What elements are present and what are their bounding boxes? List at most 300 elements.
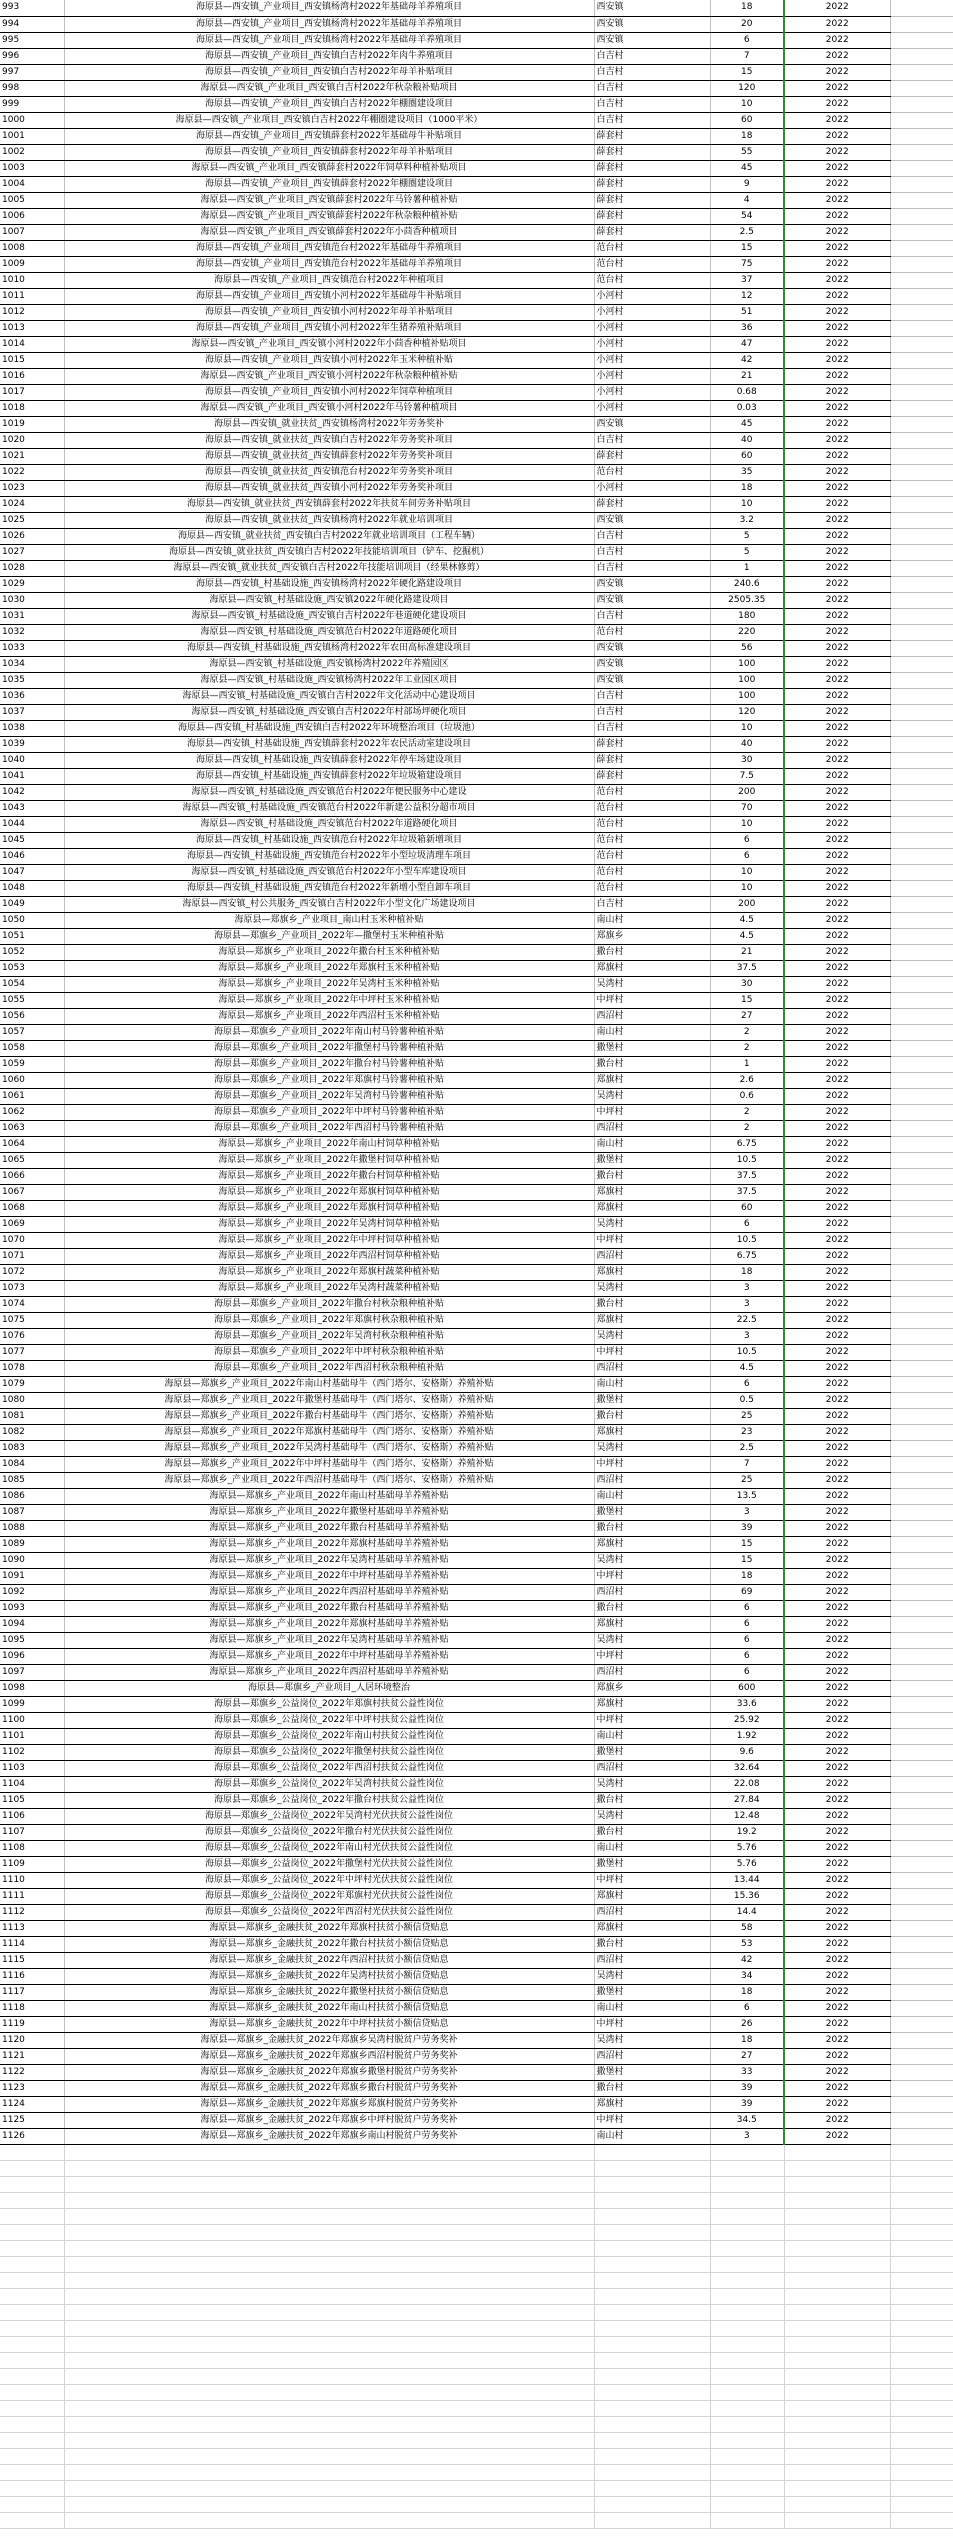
project-name-cell[interactable]: 海原县—郑旗乡_金融扶贫_2022年郑旗村扶贫小额信贷贴息 (64, 1920, 594, 1936)
project-name-cell[interactable]: 海原县—郑旗乡_产业项目_2022年郑旗村饲草种植补贴 (64, 1184, 594, 1200)
village-cell[interactable]: 西安镇 (594, 656, 710, 672)
amount-cell[interactable]: 18 (710, 2032, 784, 2048)
amount-cell[interactable]: 58 (710, 1920, 784, 1936)
empty-cell[interactable] (890, 2256, 953, 2272)
year-cell[interactable]: 2022 (784, 64, 890, 80)
empty-cell[interactable] (64, 2512, 594, 2528)
empty-cell[interactable] (890, 1520, 953, 1536)
empty-cell[interactable] (890, 640, 953, 656)
project-name-cell[interactable]: 海原县—西安镇_村基础设施_西安镇白吉村2022年村部场坪硬化项目 (64, 704, 594, 720)
village-cell[interactable]: 范台村 (594, 880, 710, 896)
amount-cell[interactable]: 60 (710, 448, 784, 464)
row-number-cell[interactable]: 1028 (0, 560, 64, 576)
row-number-cell[interactable]: 1035 (0, 672, 64, 688)
empty-cell[interactable] (890, 896, 953, 912)
amount-cell[interactable]: 6 (710, 1216, 784, 1232)
empty-cell[interactable] (890, 768, 953, 784)
row-number-cell[interactable]: 1121 (0, 2048, 64, 2064)
empty-cell[interactable] (890, 1680, 953, 1696)
empty-cell[interactable] (890, 1136, 953, 1152)
empty-cell[interactable] (890, 176, 953, 192)
year-cell[interactable]: 2022 (784, 528, 890, 544)
empty-cell[interactable] (0, 2160, 64, 2176)
empty-cell[interactable] (890, 2400, 953, 2416)
year-cell[interactable]: 2022 (784, 320, 890, 336)
empty-cell[interactable] (890, 1824, 953, 1840)
empty-cell[interactable] (890, 976, 953, 992)
empty-cell[interactable] (0, 2512, 64, 2528)
empty-cell[interactable] (64, 2224, 594, 2240)
year-cell[interactable]: 2022 (784, 1456, 890, 1472)
amount-cell[interactable]: 23 (710, 1424, 784, 1440)
amount-cell[interactable]: 75 (710, 256, 784, 272)
row-number-cell[interactable]: 1019 (0, 416, 64, 432)
amount-cell[interactable]: 35 (710, 464, 784, 480)
amount-cell[interactable]: 37 (710, 272, 784, 288)
amount-cell[interactable]: 39 (710, 1520, 784, 1536)
amount-cell[interactable]: 10 (710, 864, 784, 880)
empty-cell[interactable] (890, 2128, 953, 2144)
empty-cell[interactable] (784, 2416, 890, 2432)
empty-cell[interactable] (890, 576, 953, 592)
empty-cell[interactable] (890, 2000, 953, 2016)
year-cell[interactable]: 2022 (784, 288, 890, 304)
row-number-cell[interactable]: 1087 (0, 1504, 64, 1520)
project-name-cell[interactable]: 海原县—西安镇_产业项目_西安镇薛套村2022年饲草料种植补贴项目 (64, 160, 594, 176)
empty-cell[interactable] (64, 2288, 594, 2304)
project-name-cell[interactable]: 海原县—西安镇_产业项目_西安镇杨湾村2022年基础母羊养殖项目 (64, 0, 594, 16)
amount-cell[interactable]: 15.36 (710, 1888, 784, 1904)
row-number-cell[interactable]: 1032 (0, 624, 64, 640)
project-name-cell[interactable]: 海原县—郑旗乡_公益岗位_2022年中坪村光伏扶贫公益性岗位 (64, 1872, 594, 1888)
empty-cell[interactable] (890, 1312, 953, 1328)
village-cell[interactable]: 南山村 (594, 1728, 710, 1744)
empty-cell[interactable] (890, 1200, 953, 1216)
empty-cell[interactable] (0, 2304, 64, 2320)
project-name-cell[interactable]: 海原县—郑旗乡_产业项目_2022年南山村基础母羊养殖补贴 (64, 1488, 594, 1504)
amount-cell[interactable]: 60 (710, 112, 784, 128)
empty-cell[interactable] (710, 2464, 784, 2480)
empty-cell[interactable] (890, 1952, 953, 1968)
year-cell[interactable]: 2022 (784, 1440, 890, 1456)
row-number-cell[interactable]: 1099 (0, 1696, 64, 1712)
project-name-cell[interactable]: 海原县—郑旗乡_产业项目_2022年撒台村饲草种植补贴 (64, 1168, 594, 1184)
row-number-cell[interactable]: 1089 (0, 1536, 64, 1552)
village-cell[interactable]: 吴湾村 (594, 1088, 710, 1104)
empty-cell[interactable] (890, 2512, 953, 2528)
village-cell[interactable]: 吴湾村 (594, 1280, 710, 1296)
empty-cell[interactable] (890, 1456, 953, 1472)
year-cell[interactable]: 2022 (784, 1152, 890, 1168)
empty-cell[interactable] (710, 2336, 784, 2352)
project-name-cell[interactable]: 海原县—西安镇_产业项目_西安镇薛套村2022年母羊补贴项目 (64, 144, 594, 160)
empty-cell[interactable] (710, 2208, 784, 2224)
village-cell[interactable]: 薛套村 (594, 736, 710, 752)
empty-cell[interactable] (890, 192, 953, 208)
project-name-cell[interactable]: 海原县—郑旗乡_产业项目_2022年撒堡村饲草种植补贴 (64, 1152, 594, 1168)
village-cell[interactable]: 小河村 (594, 336, 710, 352)
village-cell[interactable]: 撒台村 (594, 944, 710, 960)
empty-cell[interactable] (890, 512, 953, 528)
row-number-cell[interactable]: 1000 (0, 112, 64, 128)
empty-cell[interactable] (890, 1920, 953, 1936)
empty-cell[interactable] (890, 1968, 953, 1984)
row-number-cell[interactable]: 1109 (0, 1856, 64, 1872)
amount-cell[interactable]: 30 (710, 752, 784, 768)
row-number-cell[interactable]: 1061 (0, 1088, 64, 1104)
year-cell[interactable]: 2022 (784, 208, 890, 224)
project-name-cell[interactable]: 海原县—郑旗乡_产业项目_2022年吴湾村秋杂粮种植补贴 (64, 1328, 594, 1344)
row-number-cell[interactable]: 1011 (0, 288, 64, 304)
amount-cell[interactable]: 54 (710, 208, 784, 224)
village-cell[interactable]: 范台村 (594, 848, 710, 864)
empty-cell[interactable] (890, 480, 953, 496)
empty-cell[interactable] (594, 2288, 710, 2304)
empty-cell[interactable] (890, 1040, 953, 1056)
empty-cell[interactable] (890, 784, 953, 800)
village-cell[interactable]: 中坪村 (594, 1232, 710, 1248)
empty-cell[interactable] (890, 1328, 953, 1344)
amount-cell[interactable]: 6 (710, 1648, 784, 1664)
row-number-cell[interactable]: 1045 (0, 832, 64, 848)
empty-cell[interactable] (890, 832, 953, 848)
year-cell[interactable]: 2022 (784, 656, 890, 672)
village-cell[interactable]: 中坪村 (594, 1568, 710, 1584)
row-number-cell[interactable]: 1106 (0, 1808, 64, 1824)
empty-cell[interactable] (890, 1152, 953, 1168)
amount-cell[interactable]: 36 (710, 320, 784, 336)
empty-cell[interactable] (710, 2320, 784, 2336)
amount-cell[interactable]: 10 (710, 816, 784, 832)
year-cell[interactable]: 2022 (784, 1184, 890, 1200)
empty-cell[interactable] (890, 1488, 953, 1504)
year-cell[interactable]: 2022 (784, 1648, 890, 1664)
village-cell[interactable]: 吴湾村 (594, 1440, 710, 1456)
village-cell[interactable]: 郑旗村 (594, 1920, 710, 1936)
project-name-cell[interactable]: 海原县—西安镇_就业扶贫_西安镇白吉村2022年就业培训项目（工程车辆） (64, 528, 594, 544)
empty-cell[interactable] (890, 1024, 953, 1040)
village-cell[interactable]: 撒堡村 (594, 1152, 710, 1168)
row-number-cell[interactable]: 1052 (0, 944, 64, 960)
project-name-cell[interactable]: 海原县—西安镇_产业项目_西安镇薛套村2022年棚圈建设项目 (64, 176, 594, 192)
year-cell[interactable]: 2022 (784, 1040, 890, 1056)
empty-cell[interactable] (64, 2176, 594, 2192)
village-cell[interactable]: 白吉村 (594, 64, 710, 80)
village-cell[interactable]: 撒台村 (594, 1296, 710, 1312)
village-cell[interactable]: 西沼村 (594, 1760, 710, 1776)
project-name-cell[interactable]: 海原县—西安镇_产业项目_西安镇杨湾村2022年基础母羊养殖项目 (64, 32, 594, 48)
year-cell[interactable]: 2022 (784, 400, 890, 416)
village-cell[interactable]: 郑旗村 (594, 1696, 710, 1712)
row-number-cell[interactable]: 1010 (0, 272, 64, 288)
village-cell[interactable]: 中坪村 (594, 1104, 710, 1120)
empty-cell[interactable] (890, 1296, 953, 1312)
empty-cell[interactable] (890, 1664, 953, 1680)
project-name-cell[interactable]: 海原县—郑旗乡_产业项目_2022年中坪村饲草种植补贴 (64, 1232, 594, 1248)
project-name-cell[interactable]: 海原县—郑旗乡_产业项目_2022年郑旗村蔬菜种植补贴 (64, 1264, 594, 1280)
year-cell[interactable]: 2022 (784, 1968, 890, 1984)
empty-cell[interactable] (890, 1936, 953, 1952)
empty-cell[interactable] (0, 2256, 64, 2272)
village-cell[interactable]: 白吉村 (594, 608, 710, 624)
village-cell[interactable]: 范台村 (594, 464, 710, 480)
empty-cell[interactable] (594, 2432, 710, 2448)
empty-cell[interactable] (890, 80, 953, 96)
project-name-cell[interactable]: 海原县—郑旗乡_产业项目_2022年吴湾村基础母羊养殖补贴 (64, 1632, 594, 1648)
project-name-cell[interactable]: 海原县—郑旗乡_金融扶贫_2022年郑旗乡撒堡村脱贫户劳务奖补 (64, 2064, 594, 2080)
village-cell[interactable]: 小河村 (594, 320, 710, 336)
year-cell[interactable]: 2022 (784, 1552, 890, 1568)
amount-cell[interactable]: 2 (710, 1120, 784, 1136)
year-cell[interactable]: 2022 (784, 1520, 890, 1536)
year-cell[interactable]: 2022 (784, 1088, 890, 1104)
project-name-cell[interactable]: 海原县—郑旗乡_产业项目_2022年撒台村秋杂粮种植补贴 (64, 1296, 594, 1312)
row-number-cell[interactable]: 1094 (0, 1616, 64, 1632)
amount-cell[interactable]: 10 (710, 880, 784, 896)
empty-cell[interactable] (594, 2256, 710, 2272)
amount-cell[interactable]: 600 (710, 1680, 784, 1696)
empty-cell[interactable] (784, 2448, 890, 2464)
amount-cell[interactable]: 100 (710, 656, 784, 672)
row-number-cell[interactable]: 1059 (0, 1056, 64, 1072)
project-name-cell[interactable]: 海原县—郑旗乡_产业项目_2022年西沼村基础母羊养殖补贴 (64, 1584, 594, 1600)
project-name-cell[interactable]: 海原县—郑旗乡_公益岗位_2022年西沼村扶贫公益性岗位 (64, 1760, 594, 1776)
empty-cell[interactable] (784, 2176, 890, 2192)
empty-cell[interactable] (890, 672, 953, 688)
empty-cell[interactable] (890, 992, 953, 1008)
empty-cell[interactable] (890, 1856, 953, 1872)
village-cell[interactable]: 西安镇 (594, 512, 710, 528)
amount-cell[interactable]: 6 (710, 1616, 784, 1632)
project-name-cell[interactable]: 海原县—郑旗乡_产业项目_2022年郑旗村饲草种植补贴 (64, 1200, 594, 1216)
empty-cell[interactable] (64, 2256, 594, 2272)
village-cell[interactable]: 白吉村 (594, 80, 710, 96)
village-cell[interactable]: 薛套村 (594, 448, 710, 464)
empty-cell[interactable] (594, 2224, 710, 2240)
year-cell[interactable]: 2022 (784, 608, 890, 624)
village-cell[interactable]: 白吉村 (594, 704, 710, 720)
project-name-cell[interactable]: 海原县—西安镇_产业项目_西安镇杨湾村2022年基础母羊养殖项目 (64, 16, 594, 32)
empty-cell[interactable] (890, 320, 953, 336)
row-number-cell[interactable]: 1003 (0, 160, 64, 176)
row-number-cell[interactable]: 1113 (0, 1920, 64, 1936)
row-number-cell[interactable]: 1015 (0, 352, 64, 368)
empty-cell[interactable] (784, 2496, 890, 2512)
amount-cell[interactable]: 42 (710, 352, 784, 368)
amount-cell[interactable]: 26 (710, 2016, 784, 2032)
village-cell[interactable]: 薛套村 (594, 192, 710, 208)
village-cell[interactable]: 小河村 (594, 480, 710, 496)
amount-cell[interactable]: 2.6 (710, 1072, 784, 1088)
amount-cell[interactable]: 37.5 (710, 1184, 784, 1200)
empty-cell[interactable] (64, 2416, 594, 2432)
row-number-cell[interactable]: 1098 (0, 1680, 64, 1696)
year-cell[interactable]: 2022 (784, 1632, 890, 1648)
year-cell[interactable]: 2022 (784, 1856, 890, 1872)
project-name-cell[interactable]: 海原县—郑旗乡_产业项目_2022年西沼村基础母羊养殖补贴 (64, 1664, 594, 1680)
empty-cell[interactable] (890, 2368, 953, 2384)
year-cell[interactable]: 2022 (784, 912, 890, 928)
empty-cell[interactable] (710, 2512, 784, 2528)
empty-cell[interactable] (0, 2416, 64, 2432)
empty-cell[interactable] (890, 2192, 953, 2208)
year-cell[interactable]: 2022 (784, 368, 890, 384)
row-number-cell[interactable]: 1096 (0, 1648, 64, 1664)
project-name-cell[interactable]: 海原县—郑旗乡_金融扶贫_2022年南山村扶贫小额信贷贴息 (64, 2000, 594, 2016)
row-number-cell[interactable]: 1095 (0, 1632, 64, 1648)
project-name-cell[interactable]: 海原县—西安镇_产业项目_西安镇范台村2022年基础母牛养殖项目 (64, 240, 594, 256)
project-name-cell[interactable]: 海原县—郑旗乡_产业项目_2022年南山村饲草种植补贴 (64, 1136, 594, 1152)
row-number-cell[interactable]: 1037 (0, 704, 64, 720)
empty-cell[interactable] (890, 704, 953, 720)
project-name-cell[interactable]: 海原县—郑旗乡_金融扶贫_2022年郑旗乡吴湾村脱贫户劳务奖补 (64, 2032, 594, 2048)
row-number-cell[interactable]: 994 (0, 16, 64, 32)
village-cell[interactable]: 郑旗村 (594, 960, 710, 976)
empty-cell[interactable] (890, 752, 953, 768)
project-name-cell[interactable]: 海原县—西安镇_村基础设施_西安镇范台村2022年小型车库建设项目 (64, 864, 594, 880)
row-number-cell[interactable]: 1084 (0, 1456, 64, 1472)
project-name-cell[interactable]: 海原县—西安镇_产业项目_西安镇小河村2022年基础母牛补贴项目 (64, 288, 594, 304)
project-name-cell[interactable]: 海原县—郑旗乡_产业项目_2022年撒台村玉米种植补贴 (64, 944, 594, 960)
empty-cell[interactable] (890, 1616, 953, 1632)
village-cell[interactable]: 吴湾村 (594, 1808, 710, 1824)
project-name-cell[interactable]: 海原县—郑旗乡_公益岗位_2022年吴湾村光伏扶贫公益性岗位 (64, 1808, 594, 1824)
empty-cell[interactable] (890, 2448, 953, 2464)
year-cell[interactable]: 2022 (784, 1136, 890, 1152)
empty-cell[interactable] (890, 1584, 953, 1600)
year-cell[interactable]: 2022 (784, 1744, 890, 1760)
row-number-cell[interactable]: 1117 (0, 1984, 64, 2000)
amount-cell[interactable]: 18 (710, 128, 784, 144)
year-cell[interactable]: 2022 (784, 1696, 890, 1712)
empty-cell[interactable] (890, 2144, 953, 2160)
village-cell[interactable]: 郑旗村 (594, 1200, 710, 1216)
row-number-cell[interactable]: 1031 (0, 608, 64, 624)
project-name-cell[interactable]: 海原县—西安镇_产业项目_西安镇小河村2022年生猪养殖补贴项目 (64, 320, 594, 336)
amount-cell[interactable]: 70 (710, 800, 784, 816)
empty-cell[interactable] (890, 2016, 953, 2032)
amount-cell[interactable]: 6 (710, 832, 784, 848)
row-number-cell[interactable]: 1022 (0, 464, 64, 480)
row-number-cell[interactable]: 1112 (0, 1904, 64, 1920)
row-number-cell[interactable]: 1012 (0, 304, 64, 320)
empty-cell[interactable] (890, 848, 953, 864)
project-name-cell[interactable]: 海原县—郑旗乡_产业项目_2022年中坪村秋杂粮种植补贴 (64, 1344, 594, 1360)
project-name-cell[interactable]: 海原县—郑旗乡_产业项目_2022年南山村马铃薯种植补贴 (64, 1024, 594, 1040)
year-cell[interactable]: 2022 (784, 1952, 890, 1968)
project-name-cell[interactable]: 海原县—郑旗乡_金融扶贫_2022年西沼村扶贫小额信贷贴息 (64, 1952, 594, 1968)
village-cell[interactable]: 吴湾村 (594, 1968, 710, 1984)
year-cell[interactable]: 2022 (784, 768, 890, 784)
project-name-cell[interactable]: 海原县—西安镇_产业项目_西安镇小河村2022年秋杂粮种植补贴 (64, 368, 594, 384)
year-cell[interactable]: 2022 (784, 1344, 890, 1360)
empty-cell[interactable] (64, 2448, 594, 2464)
year-cell[interactable]: 2022 (784, 448, 890, 464)
amount-cell[interactable]: 45 (710, 160, 784, 176)
village-cell[interactable]: 西沼村 (594, 1248, 710, 1264)
village-cell[interactable]: 薛套村 (594, 752, 710, 768)
row-number-cell[interactable]: 1073 (0, 1280, 64, 1296)
empty-cell[interactable] (890, 272, 953, 288)
empty-cell[interactable] (890, 384, 953, 400)
amount-cell[interactable]: 3 (710, 2128, 784, 2144)
row-number-cell[interactable]: 1067 (0, 1184, 64, 1200)
year-cell[interactable]: 2022 (784, 1824, 890, 1840)
year-cell[interactable]: 2022 (784, 1312, 890, 1328)
empty-cell[interactable] (784, 2288, 890, 2304)
row-number-cell[interactable]: 1068 (0, 1200, 64, 1216)
project-name-cell[interactable]: 海原县—西安镇_产业项目_西安镇范台村2022年种植项目 (64, 272, 594, 288)
empty-cell[interactable] (890, 2336, 953, 2352)
year-cell[interactable]: 2022 (784, 2128, 890, 2144)
year-cell[interactable]: 2022 (784, 944, 890, 960)
village-cell[interactable]: 西安镇 (594, 0, 710, 16)
year-cell[interactable]: 2022 (784, 1008, 890, 1024)
row-number-cell[interactable]: 1034 (0, 656, 64, 672)
amount-cell[interactable]: 3 (710, 1504, 784, 1520)
amount-cell[interactable]: 10 (710, 496, 784, 512)
village-cell[interactable]: 西安镇 (594, 416, 710, 432)
village-cell[interactable]: 吴湾村 (594, 2032, 710, 2048)
year-cell[interactable]: 2022 (784, 256, 890, 272)
amount-cell[interactable]: 15 (710, 240, 784, 256)
empty-cell[interactable] (890, 48, 953, 64)
row-number-cell[interactable]: 996 (0, 48, 64, 64)
empty-cell[interactable] (0, 2336, 64, 2352)
empty-cell[interactable] (890, 400, 953, 416)
project-name-cell[interactable]: 海原县—西安镇_产业项目_西安镇白吉村2022年母羊补贴项目 (64, 64, 594, 80)
village-cell[interactable]: 中坪村 (594, 992, 710, 1008)
project-name-cell[interactable]: 海原县—郑旗乡_产业项目_2022年郑旗村玉米种植补贴 (64, 960, 594, 976)
year-cell[interactable]: 2022 (784, 1072, 890, 1088)
empty-cell[interactable] (890, 912, 953, 928)
year-cell[interactable]: 2022 (784, 992, 890, 1008)
empty-cell[interactable] (0, 2208, 64, 2224)
empty-cell[interactable] (890, 1168, 953, 1184)
empty-cell[interactable] (890, 592, 953, 608)
amount-cell[interactable]: 30 (710, 976, 784, 992)
empty-cell[interactable] (594, 2480, 710, 2496)
row-number-cell[interactable]: 1092 (0, 1584, 64, 1600)
empty-cell[interactable] (890, 1120, 953, 1136)
row-number-cell[interactable]: 1122 (0, 2064, 64, 2080)
empty-cell[interactable] (594, 2416, 710, 2432)
year-cell[interactable]: 2022 (784, 1216, 890, 1232)
village-cell[interactable]: 郑旗村 (594, 1184, 710, 1200)
row-number-cell[interactable]: 1041 (0, 768, 64, 784)
empty-cell[interactable] (710, 2256, 784, 2272)
empty-cell[interactable] (890, 32, 953, 48)
village-cell[interactable]: 范台村 (594, 800, 710, 816)
project-name-cell[interactable]: 海原县—郑旗乡_产业项目_2022年吴湾村马铃薯种植补贴 (64, 1088, 594, 1104)
village-cell[interactable]: 西沼村 (594, 1664, 710, 1680)
village-cell[interactable]: 郑旗村 (594, 1312, 710, 1328)
empty-cell[interactable] (890, 1904, 953, 1920)
empty-cell[interactable] (784, 2352, 890, 2368)
row-number-cell[interactable]: 1054 (0, 976, 64, 992)
village-cell[interactable]: 撒台村 (594, 1792, 710, 1808)
amount-cell[interactable]: 22.08 (710, 1776, 784, 1792)
empty-cell[interactable] (890, 1536, 953, 1552)
amount-cell[interactable]: 4.5 (710, 1360, 784, 1376)
empty-cell[interactable] (64, 2400, 594, 2416)
year-cell[interactable]: 2022 (784, 1616, 890, 1632)
empty-cell[interactable] (594, 2368, 710, 2384)
empty-cell[interactable] (890, 1696, 953, 1712)
year-cell[interactable]: 2022 (784, 624, 890, 640)
row-number-cell[interactable]: 1025 (0, 512, 64, 528)
village-cell[interactable]: 郑旗村 (594, 1264, 710, 1280)
